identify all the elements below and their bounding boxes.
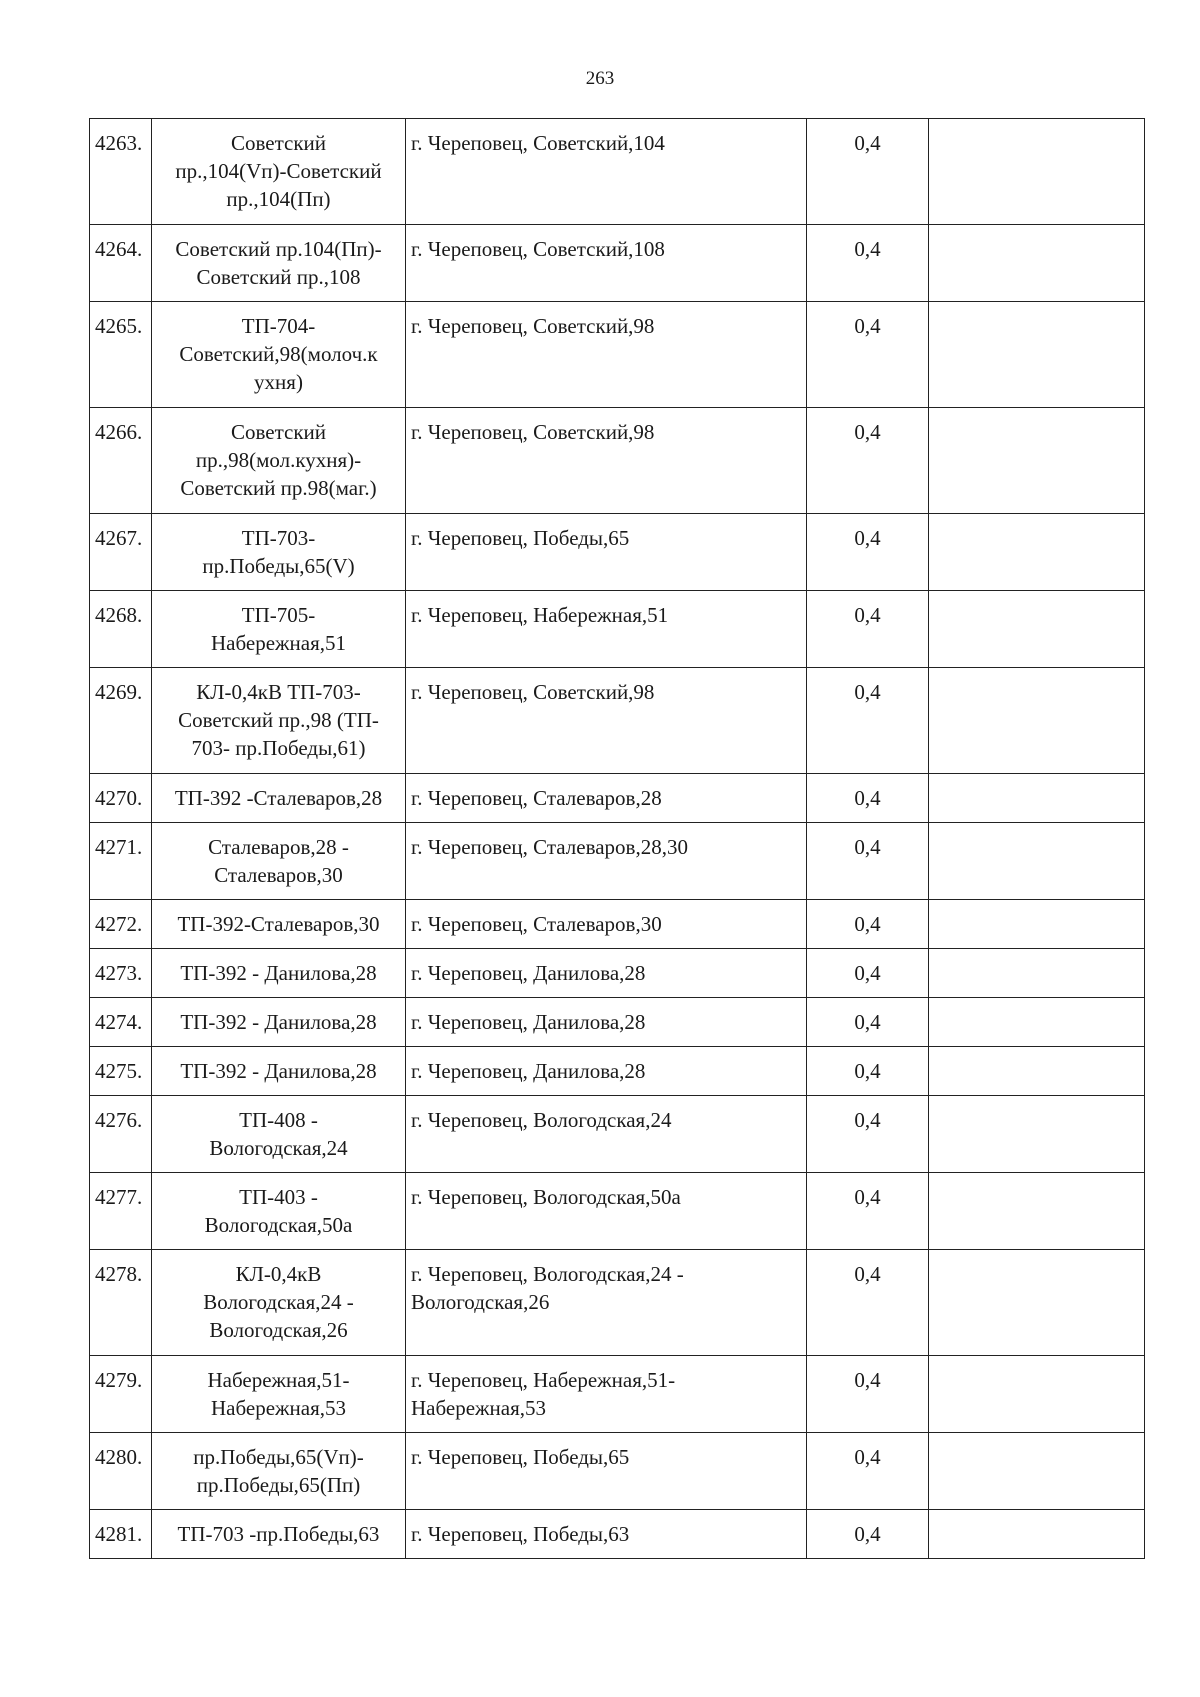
row-number-cell: 4278. — [90, 1250, 152, 1356]
line-name-cell — [152, 998, 406, 1047]
line-name-cell — [152, 1356, 406, 1433]
line-name-text: Вологодская,24 — [209, 1136, 348, 1160]
voltage-cell: 0,4 — [807, 774, 929, 823]
line-name-text: КЛ-0,4кВ ТП-703- — [196, 680, 361, 704]
voltage-cell: 0,4 — [807, 900, 929, 949]
line-name-cell — [152, 302, 406, 408]
address-cell — [406, 774, 807, 823]
line-name-text: ТП-392 - Данилова,28 — [180, 1059, 377, 1083]
line-name-cell — [152, 408, 406, 514]
line-name-text: Советский,98(молоч.к — [179, 342, 378, 366]
address-text: г. Череповец, Победы,63 — [411, 1522, 630, 1546]
address-text: г. Череповец, Вологодская,50а — [411, 1185, 681, 1209]
table-row — [90, 668, 1145, 774]
address-text: г. Череповец, Данилова,28 — [411, 961, 646, 985]
table-row — [90, 591, 1145, 668]
line-name-text: Сталеваров,30 — [214, 863, 343, 887]
line-name-text: Советский — [230, 420, 327, 444]
line-name-text: Советский пр.104(Пп)- — [175, 237, 382, 261]
table-row — [90, 1250, 1145, 1356]
row-number-cell: 4276. — [90, 1096, 152, 1173]
table-row — [90, 1356, 1145, 1433]
note-cell — [929, 591, 1145, 668]
voltage-cell: 0,4 — [807, 408, 929, 514]
row-number-cell: 4281. — [90, 1510, 152, 1559]
line-name-text: Советский пр.98(маг.) — [180, 476, 377, 500]
address-text: г. Череповец, Советский,98 — [411, 314, 655, 338]
address-cell — [406, 823, 807, 900]
line-name-text: 703- пр.Победы,61) — [191, 736, 366, 760]
address-cell — [406, 1096, 807, 1173]
row-number-cell: 4272. — [90, 900, 152, 949]
line-name-cell — [152, 1250, 406, 1356]
address-cell — [406, 302, 807, 408]
address-text: г. Череповец, Данилова,28 — [411, 1010, 646, 1034]
address-text: г. Череповец, Советский,98 — [411, 420, 655, 444]
line-name-text: Сталеваров,28 - — [208, 835, 349, 859]
address-text: г. Череповец, Победы,65 — [411, 526, 630, 550]
address-text: г. Череповец, Сталеваров,28 — [411, 786, 662, 810]
line-name-text: ТП-703 -пр.Победы,63 — [177, 1522, 380, 1546]
line-name-text: КЛ-0,4кВ — [235, 1262, 322, 1286]
page-number: 263 — [585, 68, 615, 89]
voltage-cell: 0,4 — [807, 514, 929, 591]
table-row — [90, 1510, 1145, 1559]
table-row — [90, 998, 1145, 1047]
note-cell — [929, 302, 1145, 408]
line-name-cell — [152, 514, 406, 591]
note-cell — [929, 225, 1145, 302]
line-name-text: Советский пр.,98 (ТП- — [178, 708, 379, 732]
row-number-cell: 4268. — [90, 591, 152, 668]
line-name-cell — [152, 119, 406, 225]
table-row — [90, 1096, 1145, 1173]
address-cell — [406, 591, 807, 668]
table-body — [90, 119, 1145, 1559]
row-number-cell: 4269. — [90, 668, 152, 774]
address-text: г. Череповец, Набережная,51 — [411, 603, 669, 627]
table-row — [90, 949, 1145, 998]
table-row — [90, 1173, 1145, 1250]
note-cell — [929, 1433, 1145, 1510]
line-name-text: ТП-403 - — [239, 1185, 318, 1209]
note-cell — [929, 1510, 1145, 1559]
voltage-cell: 0,4 — [807, 949, 929, 998]
row-number-cell: 4263. — [90, 119, 152, 225]
address-cell — [406, 225, 807, 302]
address-text: г. Череповец, Советский,98 — [411, 680, 655, 704]
address-cell — [406, 949, 807, 998]
note-cell — [929, 1250, 1145, 1356]
address-cell — [406, 1510, 807, 1559]
note-cell — [929, 900, 1145, 949]
line-name-cell — [152, 1433, 406, 1510]
address-text: Вологодская,26 — [411, 1290, 550, 1314]
line-name-cell — [152, 1096, 406, 1173]
row-number-cell: 4275. — [90, 1047, 152, 1096]
line-name-text: Советский пр.,108 — [196, 265, 361, 289]
table-row — [90, 119, 1145, 225]
line-name-cell — [152, 949, 406, 998]
address-text: г. Череповец, Вологодская,24 - — [411, 1262, 684, 1286]
table-row — [90, 225, 1145, 302]
address-cell — [406, 900, 807, 949]
table-row — [90, 1047, 1145, 1096]
note-cell — [929, 1096, 1145, 1173]
table-row — [90, 408, 1145, 514]
table-row — [90, 823, 1145, 900]
line-name-text: ТП-392-Сталеваров,30 — [177, 912, 380, 936]
voltage-cell: 0,4 — [807, 1356, 929, 1433]
address-cell — [406, 668, 807, 774]
line-name-text: ТП-392 -Сталеваров,28 — [174, 786, 383, 810]
table-row — [90, 514, 1145, 591]
address-text: Набережная,53 — [411, 1396, 547, 1420]
address-cell — [406, 998, 807, 1047]
note-cell — [929, 1173, 1145, 1250]
row-number-cell: 4279. — [90, 1356, 152, 1433]
row-number-cell: 4264. — [90, 225, 152, 302]
line-name-text: пр.,98(мол.кухня)- — [195, 448, 362, 472]
line-name-cell — [152, 1173, 406, 1250]
voltage-cell: 0,4 — [807, 302, 929, 408]
line-name-text: ТП-392 - Данилова,28 — [180, 961, 377, 985]
row-number-cell: 4265. — [90, 302, 152, 408]
registry-table — [89, 118, 1145, 1559]
address-cell — [406, 514, 807, 591]
line-name-text: Вологодская,50а — [204, 1213, 353, 1237]
voltage-cell: 0,4 — [807, 1173, 929, 1250]
address-text: г. Череповец, Вологодская,24 — [411, 1108, 672, 1132]
address-cell — [406, 119, 807, 225]
voltage-cell: 0,4 — [807, 119, 929, 225]
line-name-text: ТП-703- — [241, 526, 316, 550]
line-name-text: ТП-705- — [241, 603, 316, 627]
voltage-cell: 0,4 — [807, 1096, 929, 1173]
address-cell — [406, 1173, 807, 1250]
note-cell — [929, 823, 1145, 900]
line-name-cell — [152, 1047, 406, 1096]
note-cell — [929, 774, 1145, 823]
row-number-cell: 4274. — [90, 998, 152, 1047]
line-name-cell — [152, 668, 406, 774]
voltage-cell: 0,4 — [807, 1047, 929, 1096]
line-name-text: ТП-408 - — [239, 1108, 318, 1132]
address-cell — [406, 1356, 807, 1433]
note-cell — [929, 408, 1145, 514]
row-number-cell: 4267. — [90, 514, 152, 591]
voltage-cell: 0,4 — [807, 1433, 929, 1510]
note-cell — [929, 998, 1145, 1047]
line-name-cell — [152, 900, 406, 949]
address-text: г. Череповец, Набережная,51- — [411, 1368, 676, 1392]
note-cell — [929, 119, 1145, 225]
note-cell — [929, 949, 1145, 998]
line-name-text: пр.,104(Vп)-Советский — [175, 159, 382, 183]
voltage-cell: 0,4 — [807, 668, 929, 774]
address-text: г. Череповец, Данилова,28 — [411, 1059, 646, 1083]
voltage-cell: 0,4 — [807, 998, 929, 1047]
voltage-cell: 0,4 — [807, 823, 929, 900]
line-name-text: Набережная,51 — [210, 631, 346, 655]
line-name-cell — [152, 1510, 406, 1559]
address-text: г. Череповец, Советский,108 — [411, 237, 665, 261]
voltage-cell: 0,4 — [807, 1250, 929, 1356]
note-cell — [929, 1047, 1145, 1096]
table-row — [90, 900, 1145, 949]
address-text: г. Череповец, Сталеваров,30 — [411, 912, 662, 936]
line-name-text: пр.Победы,65(Пп) — [196, 1473, 361, 1497]
line-name-text: пр.Победы,65(V) — [202, 554, 355, 578]
address-cell — [406, 1250, 807, 1356]
row-number-cell: 4277. — [90, 1173, 152, 1250]
voltage-cell: 0,4 — [807, 225, 929, 302]
address-cell — [406, 1433, 807, 1510]
line-name-text: пр.Победы,65(Vп)- — [193, 1445, 364, 1469]
address-cell — [406, 408, 807, 514]
row-number-cell: 4280. — [90, 1433, 152, 1510]
line-name-text: Набережная,51- — [207, 1368, 350, 1392]
address-text: г. Череповец, Победы,65 — [411, 1445, 630, 1469]
line-name-text: Набережная,53 — [210, 1396, 346, 1420]
line-name-text: Вологодская,24 - — [203, 1290, 354, 1314]
row-number-cell: 4271. — [90, 823, 152, 900]
table-row — [90, 774, 1145, 823]
line-name-text: Вологодская,26 — [209, 1318, 348, 1342]
row-number-cell: 4266. — [90, 408, 152, 514]
address-text: г. Череповец, Советский,104 — [411, 131, 665, 155]
line-name-cell — [152, 774, 406, 823]
address-cell — [406, 1047, 807, 1096]
note-cell — [929, 1356, 1145, 1433]
row-number-cell: 4273. — [90, 949, 152, 998]
note-cell — [929, 668, 1145, 774]
line-name-text: ТП-704- — [241, 314, 316, 338]
row-number-cell: 4270. — [90, 774, 152, 823]
line-name-cell — [152, 591, 406, 668]
line-name-text: ТП-392 - Данилова,28 — [180, 1010, 377, 1034]
table-row — [90, 302, 1145, 408]
line-name-cell — [152, 823, 406, 900]
address-text: г. Череповец, Сталеваров,28,30 — [411, 835, 688, 859]
voltage-cell: 0,4 — [807, 591, 929, 668]
line-name-cell — [152, 225, 406, 302]
voltage-cell: 0,4 — [807, 1510, 929, 1559]
line-name-text: пр.,104(Пп) — [226, 187, 331, 211]
note-cell — [929, 514, 1145, 591]
line-name-text: ухня) — [254, 370, 303, 394]
line-name-text: Советский — [230, 131, 327, 155]
table-row — [90, 1433, 1145, 1510]
